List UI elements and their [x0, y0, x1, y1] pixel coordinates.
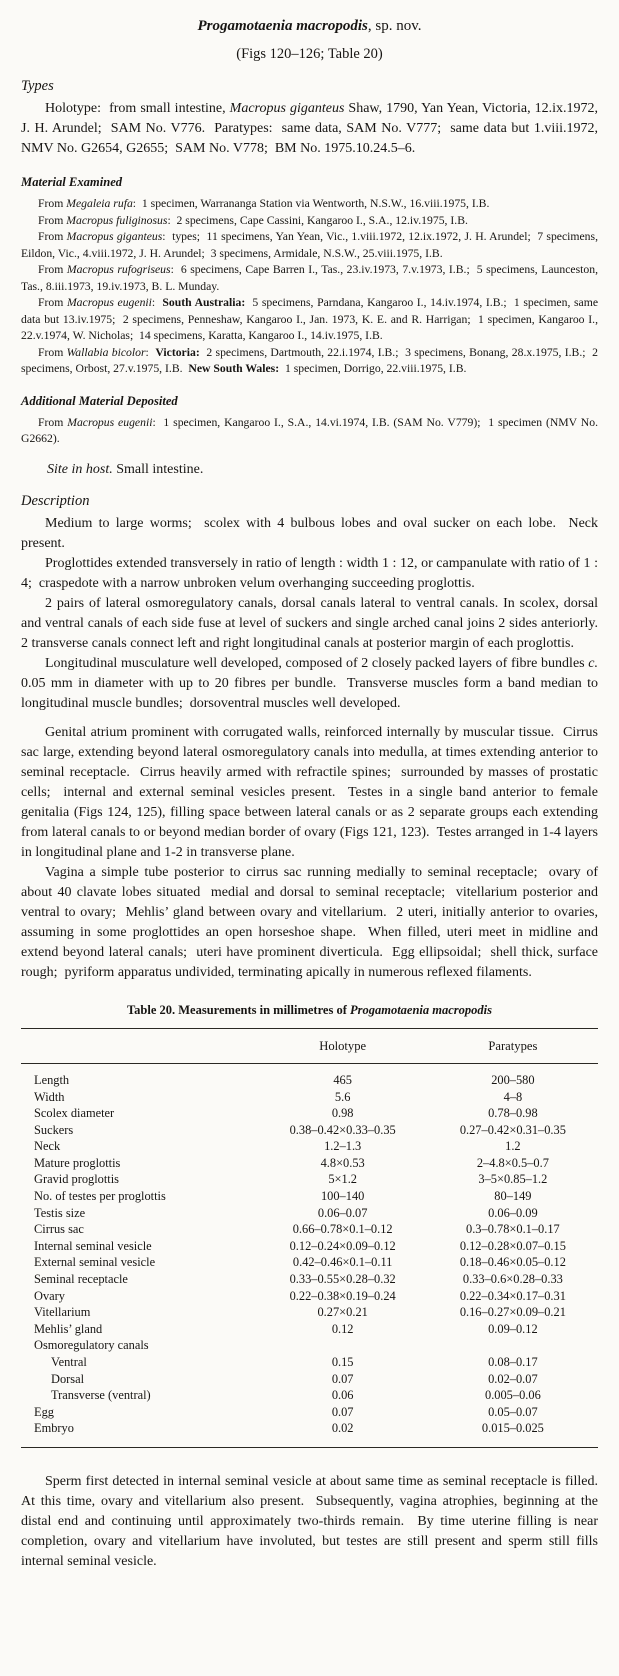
table-row: [21, 1122, 598, 1139]
paragraph: [21, 196, 598, 213]
table-row: [21, 1271, 598, 1288]
text-segment: , sp. nov.: [367, 18, 422, 34]
table-row: [21, 1221, 598, 1238]
table-row: [21, 1420, 598, 1447]
table-row: [21, 1205, 598, 1222]
table-cell: 2–4.8×0.5–0.7: [476, 1155, 549, 1170]
paragraph: [21, 262, 601, 295]
table-cell: Mature proglottis: [34, 1155, 121, 1170]
description-paragraphs: [21, 514, 605, 983]
text-segment: : 1 specimen, Warrananga Station via Wentworth, N.S.W., 16.viii.1975, I.B.: [132, 197, 490, 211]
table-row: [21, 1387, 598, 1404]
table-cell: 0.38–0.42×0.33–0.35: [289, 1122, 396, 1137]
text-segment: 2 pairs of lateral osmoregulatory canals, dorsal canals lateral to ventral canals. In scolex, dorsal and ventral canals of each side fuse at level of suckers and single arched canal joins 2 sides anteriorly. 2 transverse canals connect left and right longitudinal canals at posterior margin of each proglottis.: [21, 595, 605, 651]
paragraph: [21, 229, 601, 262]
table-cell: Internal seminal vesicle: [34, 1238, 152, 1253]
text-segment: Megaleia rufa: [66, 197, 133, 211]
table-cell: Embryo: [34, 1421, 74, 1436]
table-cell: Mehlis’ gland: [34, 1321, 103, 1336]
table-cell: External seminal vesicle: [34, 1255, 156, 1270]
text-segment: From: [38, 345, 67, 359]
table-cell: 1.2–1.3: [324, 1139, 362, 1154]
paragraph: [21, 863, 602, 983]
table-cell: 0.005–0.06: [485, 1388, 541, 1403]
measurements-table-body: [21, 1063, 598, 1447]
text-segment: From: [38, 213, 67, 227]
text-segment: Table 20. Measurements in millimetres of: [126, 1002, 350, 1017]
table-cell: 0.42–0.46×0.1–0.11: [292, 1255, 393, 1270]
table-cell: 0.66–0.78×0.1–0.12: [292, 1222, 393, 1237]
text-segment: c.: [588, 655, 598, 671]
table-cell: 0.06–0.07: [317, 1205, 368, 1220]
table-cell: 200–580: [491, 1072, 535, 1087]
text-segment: : types; 11 specimens, Yan Yean, Vic., 1.viii.1972, 12.ix.1972, J. H. Arundel; 7 specimens, Eildon, Vic., 4.viii.1972, J. H. Arundel; 3 specimens, Armidale, N.S.W., 25.viii.1975, I.B.: [21, 230, 601, 260]
table-cell: 0.05–0.07: [488, 1404, 538, 1419]
text-segment: Small intestine.: [112, 461, 204, 477]
table-cell: Seminal receptacle: [34, 1272, 128, 1287]
table-cell: [428, 1337, 598, 1354]
paragraph: [21, 295, 601, 345]
table-row: [21, 1371, 598, 1388]
header-row: [21, 1028, 598, 1063]
header-cell-holotype: Holotype: [258, 1028, 428, 1063]
table-row: [21, 1288, 598, 1305]
table-row: [21, 1105, 598, 1122]
text-segment: Macropus rufogriseus: [66, 263, 171, 277]
table-cell: 80–149: [494, 1189, 532, 1204]
closing-paragraphs: [21, 1472, 605, 1572]
text-segment: Macropus eugenii: [67, 415, 153, 429]
paragraph: [21, 654, 602, 714]
text-segment: 2 specimens, Dartmouth, 22.i.1974, I.B.; 3 specimens, Bonang, 28.x.1975, I.B.; 2 specimens, Orbost, 27.v.1975, I.B.: [21, 345, 601, 376]
table-cell: 0.15: [331, 1355, 354, 1369]
additional-material-paragraphs: [21, 415, 601, 448]
types-paragraphs: [21, 99, 602, 159]
table-row: [21, 1155, 598, 1172]
table-cell: 5.6: [334, 1089, 351, 1104]
table-cell: Gravid proglottis: [34, 1172, 120, 1187]
paragraph: [21, 345, 601, 378]
text-segment: From: [38, 230, 67, 244]
table-cell: 0.06–0.09: [488, 1205, 538, 1220]
table-row: [21, 1354, 598, 1371]
table-cell: 4.8×0.53: [320, 1155, 365, 1170]
table-cell: 0.78–0.98: [488, 1106, 538, 1121]
table-cell: 0.02: [331, 1421, 354, 1436]
text-segment: Medium to large worms; scolex with 4 bulbous lobes and oval sucker on each lobe. Neck present.: [21, 515, 602, 551]
table-cell: 0.02–0.07: [488, 1371, 538, 1386]
material-examined-heading: Material Examined: [21, 175, 123, 190]
text-segment: From: [38, 296, 67, 310]
table-cell: 1.2: [505, 1139, 521, 1154]
additional-material-heading: Additional Material Deposited: [21, 393, 178, 408]
table-row: [21, 1254, 598, 1271]
table-cell: 0.18–0.46×0.05–0.12: [459, 1255, 566, 1270]
text-segment: : 2 specimens, Cape Cassini, Kangaroo I., S.A., 12.iv.1975, I.B.: [167, 213, 468, 227]
measurements-table: [21, 1028, 598, 1448]
table-cell: 0.33–0.6×0.28–0.33: [462, 1272, 563, 1287]
text-segment: Macropus eugenii: [66, 296, 152, 310]
text-segment: Site in host.: [47, 461, 113, 477]
table-cell: Testis size: [34, 1205, 86, 1220]
text-segment: From: [38, 197, 67, 211]
table-cell: 0.16–0.27×0.09–0.21: [459, 1305, 566, 1320]
paragraph: [21, 514, 602, 554]
table-cell: 0.33–0.55×0.28–0.32: [289, 1272, 396, 1287]
text-segment: Proglottides extended transversely in ratio of length : width 1 : 12, or campanulate with ratio of 1 : 4; craspedote with a narrow unbroken velum overhanging succeeding proglottis.: [21, 555, 602, 591]
figures-reference: (Figs 120–126; Table 20): [236, 46, 383, 62]
site-in-host-line: [21, 462, 598, 478]
text-segment: : 1 specimen, Kangaroo I., S.A., 14.vi.1974, I.B. (SAM No. V779); 1 specimen (NMV No. G2662).: [21, 415, 601, 446]
paragraph: [21, 723, 602, 863]
table-cell: 0.09–0.12: [488, 1321, 538, 1336]
types-heading: Types: [21, 78, 54, 94]
table-cell: Neck: [34, 1139, 61, 1154]
table-cell: No. of testes per proglottis: [34, 1189, 166, 1204]
text-segment: Macropus giganteus: [229, 101, 345, 116]
table-row: [21, 1337, 598, 1354]
description-heading: Description: [21, 492, 90, 509]
text-segment: Longitudinal musculature well developed, composed of 2 closely packed layers of fibre bundles: [45, 655, 589, 671]
table-cell: 5×1.2: [328, 1172, 357, 1187]
text-segment: 0.05 mm in diameter with up to 20 fibres per bundle. Transverse muscles form a band median to longitudinal muscle bundles; dorsoventral muscles well developed.: [21, 655, 602, 711]
table-cell: 0.12: [331, 1321, 354, 1336]
table-cell: Length: [34, 1072, 70, 1087]
text-segment: Progamotaenia macropodis: [349, 1002, 493, 1017]
paragraph: [21, 415, 601, 448]
text-segment: Genital atrium prominent with corrugated walls, reinforced internally by muscular tissue. Cirrus sac large, extending beyond lateral osmoregulatory canals into medulla, at times extending anterior to seminal receptacle. Cirrus heavily armed with refractile spines; surrounded by masses of prostatic cells; internal and external seminal vesicles present. Testes in a single band anterior to female genitalia (Figs 124, 125), filling space between lateral canals or as 2 separate groups each extending from lateral canals to or beyond median border of ovary (Figs 121, 123). Testes arranged in 1-4 layers in longitudinal plane and 1-2 in transverse plane.: [21, 724, 602, 860]
text-segment: Macropus fuliginosus: [66, 213, 168, 227]
text-segment: Progamotaenia macropodis: [197, 18, 368, 34]
table-cell: 0.015–0.025: [481, 1421, 544, 1436]
table-row: [21, 1138, 598, 1155]
text-segment: :: [151, 296, 163, 310]
species-title: [21, 18, 598, 35]
text-segment: Macropus giganteus: [66, 230, 163, 244]
table-cell: 0.07: [331, 1404, 354, 1419]
table-cell: 0.06: [331, 1388, 354, 1403]
text-segment: Sperm first detected in internal seminal vesicle at about same time as seminal receptacle is filled. At this time, ovary and vitellarium also present. Subsequently, vagina atrophies, beginning at the distal end and continuing until approximately two-thirds remain. By time uterine filling is near completion, ovary and vitellarium have involuted, but testes are still present and sperm still fills internal seminal vesicle.: [21, 1473, 605, 1570]
table-cell: Ovary: [34, 1288, 65, 1303]
table-cell: 0.12–0.28×0.07–0.15: [459, 1238, 566, 1253]
table-cell: Width: [34, 1089, 65, 1104]
header-cell-paratypes: Paratypes: [428, 1028, 598, 1063]
table-cell: 465: [333, 1072, 352, 1087]
table-cell: Ventral: [51, 1355, 87, 1369]
text-segment: Shaw, 1790, Yan Yean, Victoria, 12.ix.1972, J. H. Arundel; SAM No. V776. Paratypes: same data, SAM No. V777; same data but 1.viii.1972, NMV No. G2654, G2655; SAM No. V778; BM No. 1975.10.24.5–6.: [21, 101, 602, 157]
table-row: [21, 1321, 598, 1338]
table-row: [21, 1171, 598, 1188]
table-cell: 0.08–0.17: [488, 1355, 538, 1369]
material-examined-paragraphs: [21, 196, 601, 378]
text-segment: From: [38, 263, 67, 277]
table-cell: Suckers: [34, 1122, 74, 1137]
paragraph: [21, 1472, 605, 1572]
table-cell: Transverse (ventral): [51, 1388, 151, 1403]
text-segment: Victoria:: [155, 345, 200, 359]
text-segment: Vagina a simple tube posterior to cirrus sac running medially to seminal receptacle; ovary of about 40 clavate lobes situated medial and dorsal to seminal receptacle; vitellarium posterior and ventral to ovary; Mehlis’ gland between ovary and vitellarium. 2 uteri, initially anterior to ovaries, assuming in some proglottides an open horseshoe shape. When filled, uteri meet in midline and extend beyond lateral canals; uteri have prominent diverticula. Egg ellipsoidal; shell thick, surface rough; pyriform apparatus undivided, terminating apically in numerous reflexed filaments.: [21, 864, 602, 980]
text-segment: New South Wales:: [188, 362, 280, 376]
text-segment: Holotype: from small intestine,: [45, 101, 230, 116]
table-cell: 3–5×0.85–1.2: [478, 1172, 548, 1187]
paragraph: [21, 99, 602, 159]
text-segment: 1 specimen, Dorrigo, 22.viii.1975, I.B.: [279, 362, 467, 376]
table-cell: Osmoregulatory canals: [34, 1338, 149, 1353]
table-cell: Vitellarium: [34, 1305, 91, 1320]
table-cell: Egg: [34, 1404, 54, 1419]
text-segment: 5 specimens, Parndana, Kangaroo I., 14.iv.1974, I.B.; 1 specimen, same data but 13.iv.1975; 2 specimens, Penneshaw, Kangaroo I., Jan. 1973, K. E. and R. Harrigan; 1 specimen, Kangaroo I., 22.v.1974, W. Nicholas; 14 specimens, Karatta, Kangaroo I., 14.iv.1975, I.B.: [21, 296, 601, 343]
table-cell: 0.98: [331, 1106, 354, 1121]
table-cell: 0.3–0.78×0.1–0.17: [466, 1222, 560, 1237]
paragraph: [21, 554, 602, 594]
table-cell: 0.27×0.21: [317, 1305, 368, 1320]
table-row: [21, 1238, 598, 1255]
text-segment: From: [38, 415, 68, 429]
header-cell-blank: [21, 1028, 258, 1063]
table-cell: Cirrus sac: [34, 1222, 84, 1237]
table-cell: 0.22–0.38×0.19–0.24: [289, 1288, 396, 1303]
table-row: [21, 1404, 598, 1421]
text-segment: : 6 specimens, Cape Barren I., Tas., 23.iv.1973, 7.v.1973, I.B.; 5 specimens, Launceston, Tas., 8.iii.1973, 19.iv.1973, B. L. Munday.: [21, 263, 601, 293]
table-row: [21, 1089, 598, 1106]
table-cell: 100–140: [320, 1189, 365, 1204]
paragraph: [21, 213, 598, 230]
table-cell: 4–8: [503, 1089, 523, 1104]
table-caption: [21, 1003, 598, 1018]
table-cell: 0.12–0.24×0.09–0.12: [289, 1238, 396, 1253]
table-row: [21, 1063, 598, 1088]
table-cell: 0.27–0.42×0.31–0.35: [459, 1122, 566, 1137]
table-cell: Scolex diameter: [34, 1106, 115, 1121]
table-cell: 0.07: [331, 1371, 354, 1386]
text-segment: Wallabia bicolor: [66, 345, 146, 359]
text-segment: South Australia:: [162, 296, 246, 310]
text-segment: :: [145, 345, 156, 359]
table-cell: [258, 1337, 428, 1354]
table-row: [21, 1188, 598, 1205]
measurements-table-header: [21, 1028, 598, 1063]
table-cell: 0.22–0.34×0.17–0.31: [459, 1288, 566, 1303]
table-cell: Dorsal: [51, 1371, 85, 1386]
table-row: [21, 1304, 598, 1321]
paragraph: [21, 594, 605, 654]
